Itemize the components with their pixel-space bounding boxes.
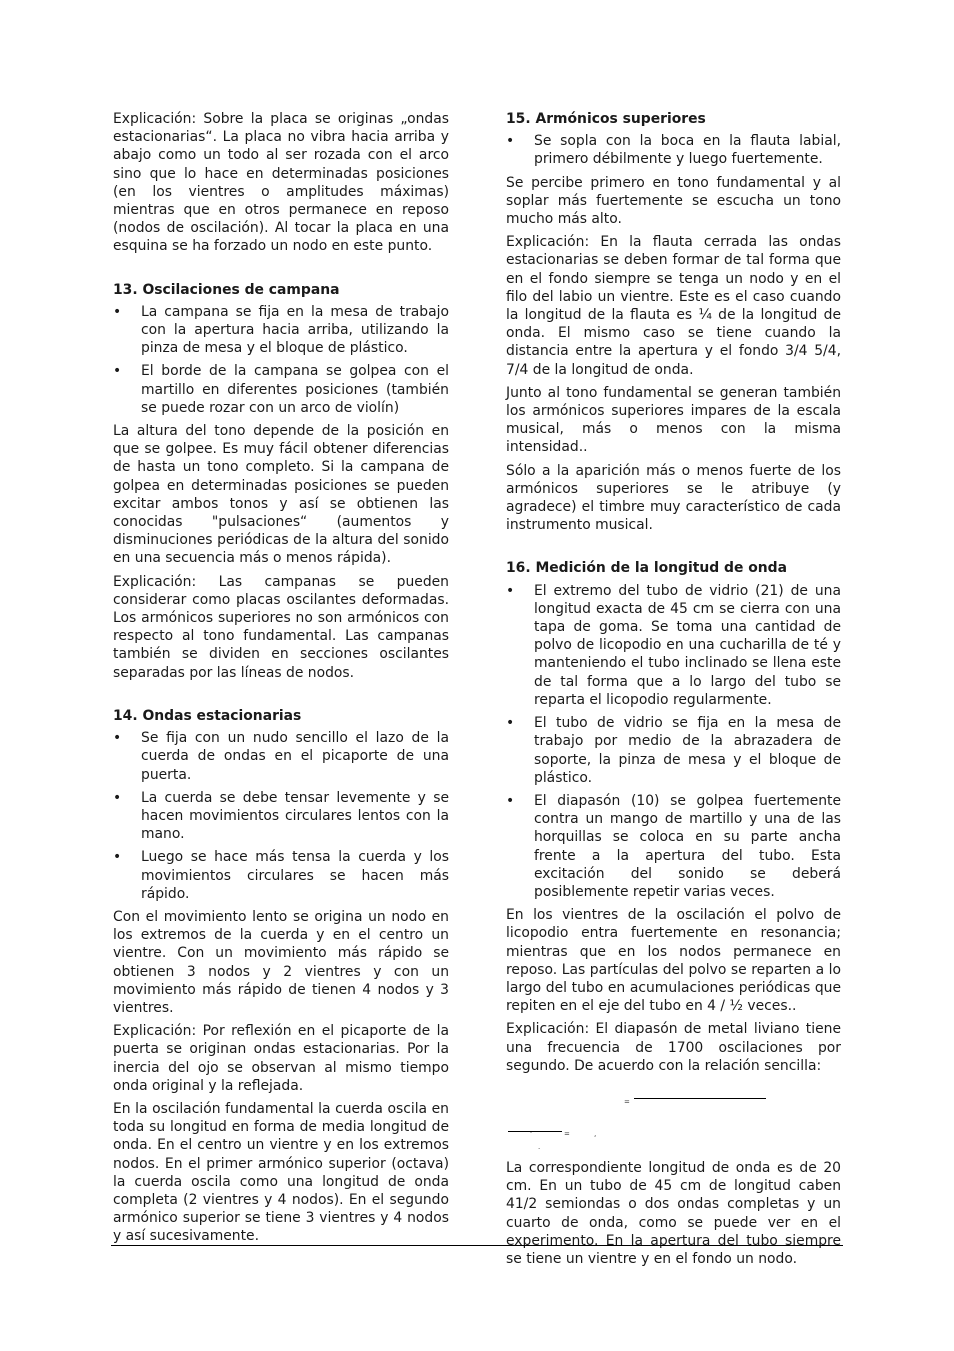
paragraph: Con el movimiento lento se origina un nodo en los extremos de la cuerda y en el centro un vientre. Con un movimiento más rápido se obtienen 3 nodos y 2 vientres y con un movimiento más rápido de tienen 4 nodos y 3 vientres. [113, 908, 449, 1016]
right-column [506, 110, 841, 1273]
footer-rule [111, 1245, 843, 1246]
bullet-list-13 [113, 303, 449, 417]
paragraph: Se percibe primero en tono fundamental y al soplar más fuertemente se escucha un tono mucho más alto. [506, 174, 841, 228]
formula-wavelength [506, 1083, 841, 1153]
paragraph: Explicación: Por reflexión en el picaporte de la puerta se originan ondas estacionarias. Por la inercia del ojo se observan al mismo tiempo onda original y la reflejada. [113, 1023, 449, 1094]
list-item: • El diapasón (10) se golpea fuertemente contra un mango de martillo y una de las horquillas se coloca en su parte ancha frente a la apertura del tubo. Esta excitación del sonido se deberá posiblemente repetir varias veces. [506, 792, 841, 901]
heading-section-15: 15. Armónicos superiores [506, 111, 706, 127]
paragraph: La altura del tono depende de la posición en que se golpee. Es muy fácil obtener diferencias de hasta un tono completo. Si la campana de golpea en determinadas posiciones se pueden excitar ambos tonos y así se obtienen las conocidas "pulsaciones“ (aumentos y disminuciones periódicas de la altura del sonido en una secuencia más o menos rápida). [113, 423, 449, 567]
paragraph-explicacion-placa: Explicación: Sobre la placa se originas „ondas estacionarias“. La placa no vibra hacia arriba y abajo como un todo al ser rozada con el arco sino que lo hace en determinadas posiciones (en los vientres o amplitudes máximas) mientras que en otros permanece en reposo (nodos de oscilación). Al tocar la placa en una esquina se ha forzado un nodo en este punto. [113, 111, 449, 255]
bullet-list-14 [113, 729, 449, 903]
formula-equals-sign: = [624, 1097, 630, 1106]
heading-section-14: 14. Ondas estacionarias [113, 707, 302, 724]
formula-mark: . [538, 1142, 541, 1151]
list-item: • Se fija con un nudo sencillo el lazo de la cuerda de ondas en el picaporte de una puerta. [113, 729, 449, 784]
paragraph: Explicación: En la flauta cerrada las ondas estacionarias se deben formar de tal forma que en el fondo siempre se tenga un nodo y en el filo del labio un vientre. Este es el caso cuando la longitud de la flauta es ¼ de la longitud de onda. El mismo caso se tiene cuando la distancia entre la apertura y el fondo 3/4 5/4, 7/4 de la longitud de onda. [506, 234, 841, 378]
heading-section-16: 16. Medición de la longitud de onda [506, 560, 787, 577]
paragraph: La correspondiente longitud de onda es de 20 cm. En un tubo de 45 cm de longitud caben 41/2 semiondas o dos ondas completas y un cuarto de onda, como se puede ver en el experimento. En la apertura del tubo siempre se tiene un vientre y en el fondo un nodo. [506, 1159, 841, 1267]
formula-fraction-line [508, 1131, 562, 1132]
formula-mark: ‚ [530, 1125, 533, 1134]
bullet-list-16 [506, 582, 841, 901]
paragraph: Explicación: El diapasón de metal liviano tiene una frecuencia de 1700 oscilaciones por segundo. De acuerdo con la relación sencilla: [506, 1021, 841, 1074]
list-item: • Se sopla con la boca en la flauta labial, primero débilmente y luego fuertemente. [506, 132, 841, 168]
paragraph: En los vientres de la oscilación el polvo de licopodio entra fuertemente en resonancia; mientras que en los nodos permanece en reposo. Las partículas del polvo se reparten a lo largo del tubo en acumulaciones periódicas que repiten en el eje del tubo en 4 / ½ veces.. [506, 907, 841, 1015]
paragraph: Junto al tono fundamental se generan también los armónicos superiores impares de la escala musical, más o menos con la misma intensidad.. [506, 384, 841, 456]
bullet-list-15 [506, 132, 841, 168]
formula-equals-sign: = [564, 1129, 570, 1138]
list-item: • El tubo de vidrio se fija en la mesa de trabajo por medio de la abrazadera de soporte, la pinza de mesa y el bloque de plástico. [506, 714, 841, 787]
paragraph: Explicación: Las campanas se pueden considerar como placas oscilantes deformadas. Los armónicos superiores no son armónicos con respecto al tono fundamental. Las campanas también se dividen en secciones oscilantes separadas por las líneas de nodos. [113, 573, 449, 681]
heading-section-13: 13. Oscilaciones de campana [113, 281, 340, 298]
list-item: • El extremo del tubo de vidrio (21) de una longitud exacta de 45 cm se cierra con una tapa de goma. Se toma una cantidad de polvo de licopodio en una cucharilla de té y manteniendo el tubo inclinado se llena este de tal forma que a lo largo del tubo se reparta el licopodio regularmente. [506, 582, 841, 709]
paragraph: En la oscilación fundamental la cuerda oscila en toda su longitud en forma de media longitud de onda. En el centro un vientre y en los extremos nodos. En el primer armónico superior (octava) la cuerda oscila como una longitud de onda completa (2 vientres y 4 nodos). En el segundo armónico superior se tiene 3 vientres y 4 nodos y así sucesivamente. [113, 1100, 449, 1245]
paragraph: Sólo a la aparición más o menos fuerte de los armónicos superiores se le atribuye (y agradece) el timbre muy característico de cada instrumento musical. [506, 462, 841, 534]
list-item: • El borde de la campana se golpea con el martillo en diferentes posiciones (también se puede rozar con un arco de violín) [113, 362, 449, 417]
formula-mark: ‚ [594, 1129, 597, 1138]
left-column [113, 110, 449, 1251]
formula-fraction-line [634, 1098, 766, 1099]
list-item: • La campana se fija en la mesa de trabajo con la apertura hacia arriba, utilizando la pinza de mesa y el bloque de plástico. [113, 303, 449, 358]
list-item: • Luego se hace más tensa la cuerda y los movimientos circulares se hacen más rápido. [113, 848, 449, 903]
list-item: • La cuerda se debe tensar levemente y se hacen movimientos circulares lentos con la mano. [113, 789, 449, 844]
